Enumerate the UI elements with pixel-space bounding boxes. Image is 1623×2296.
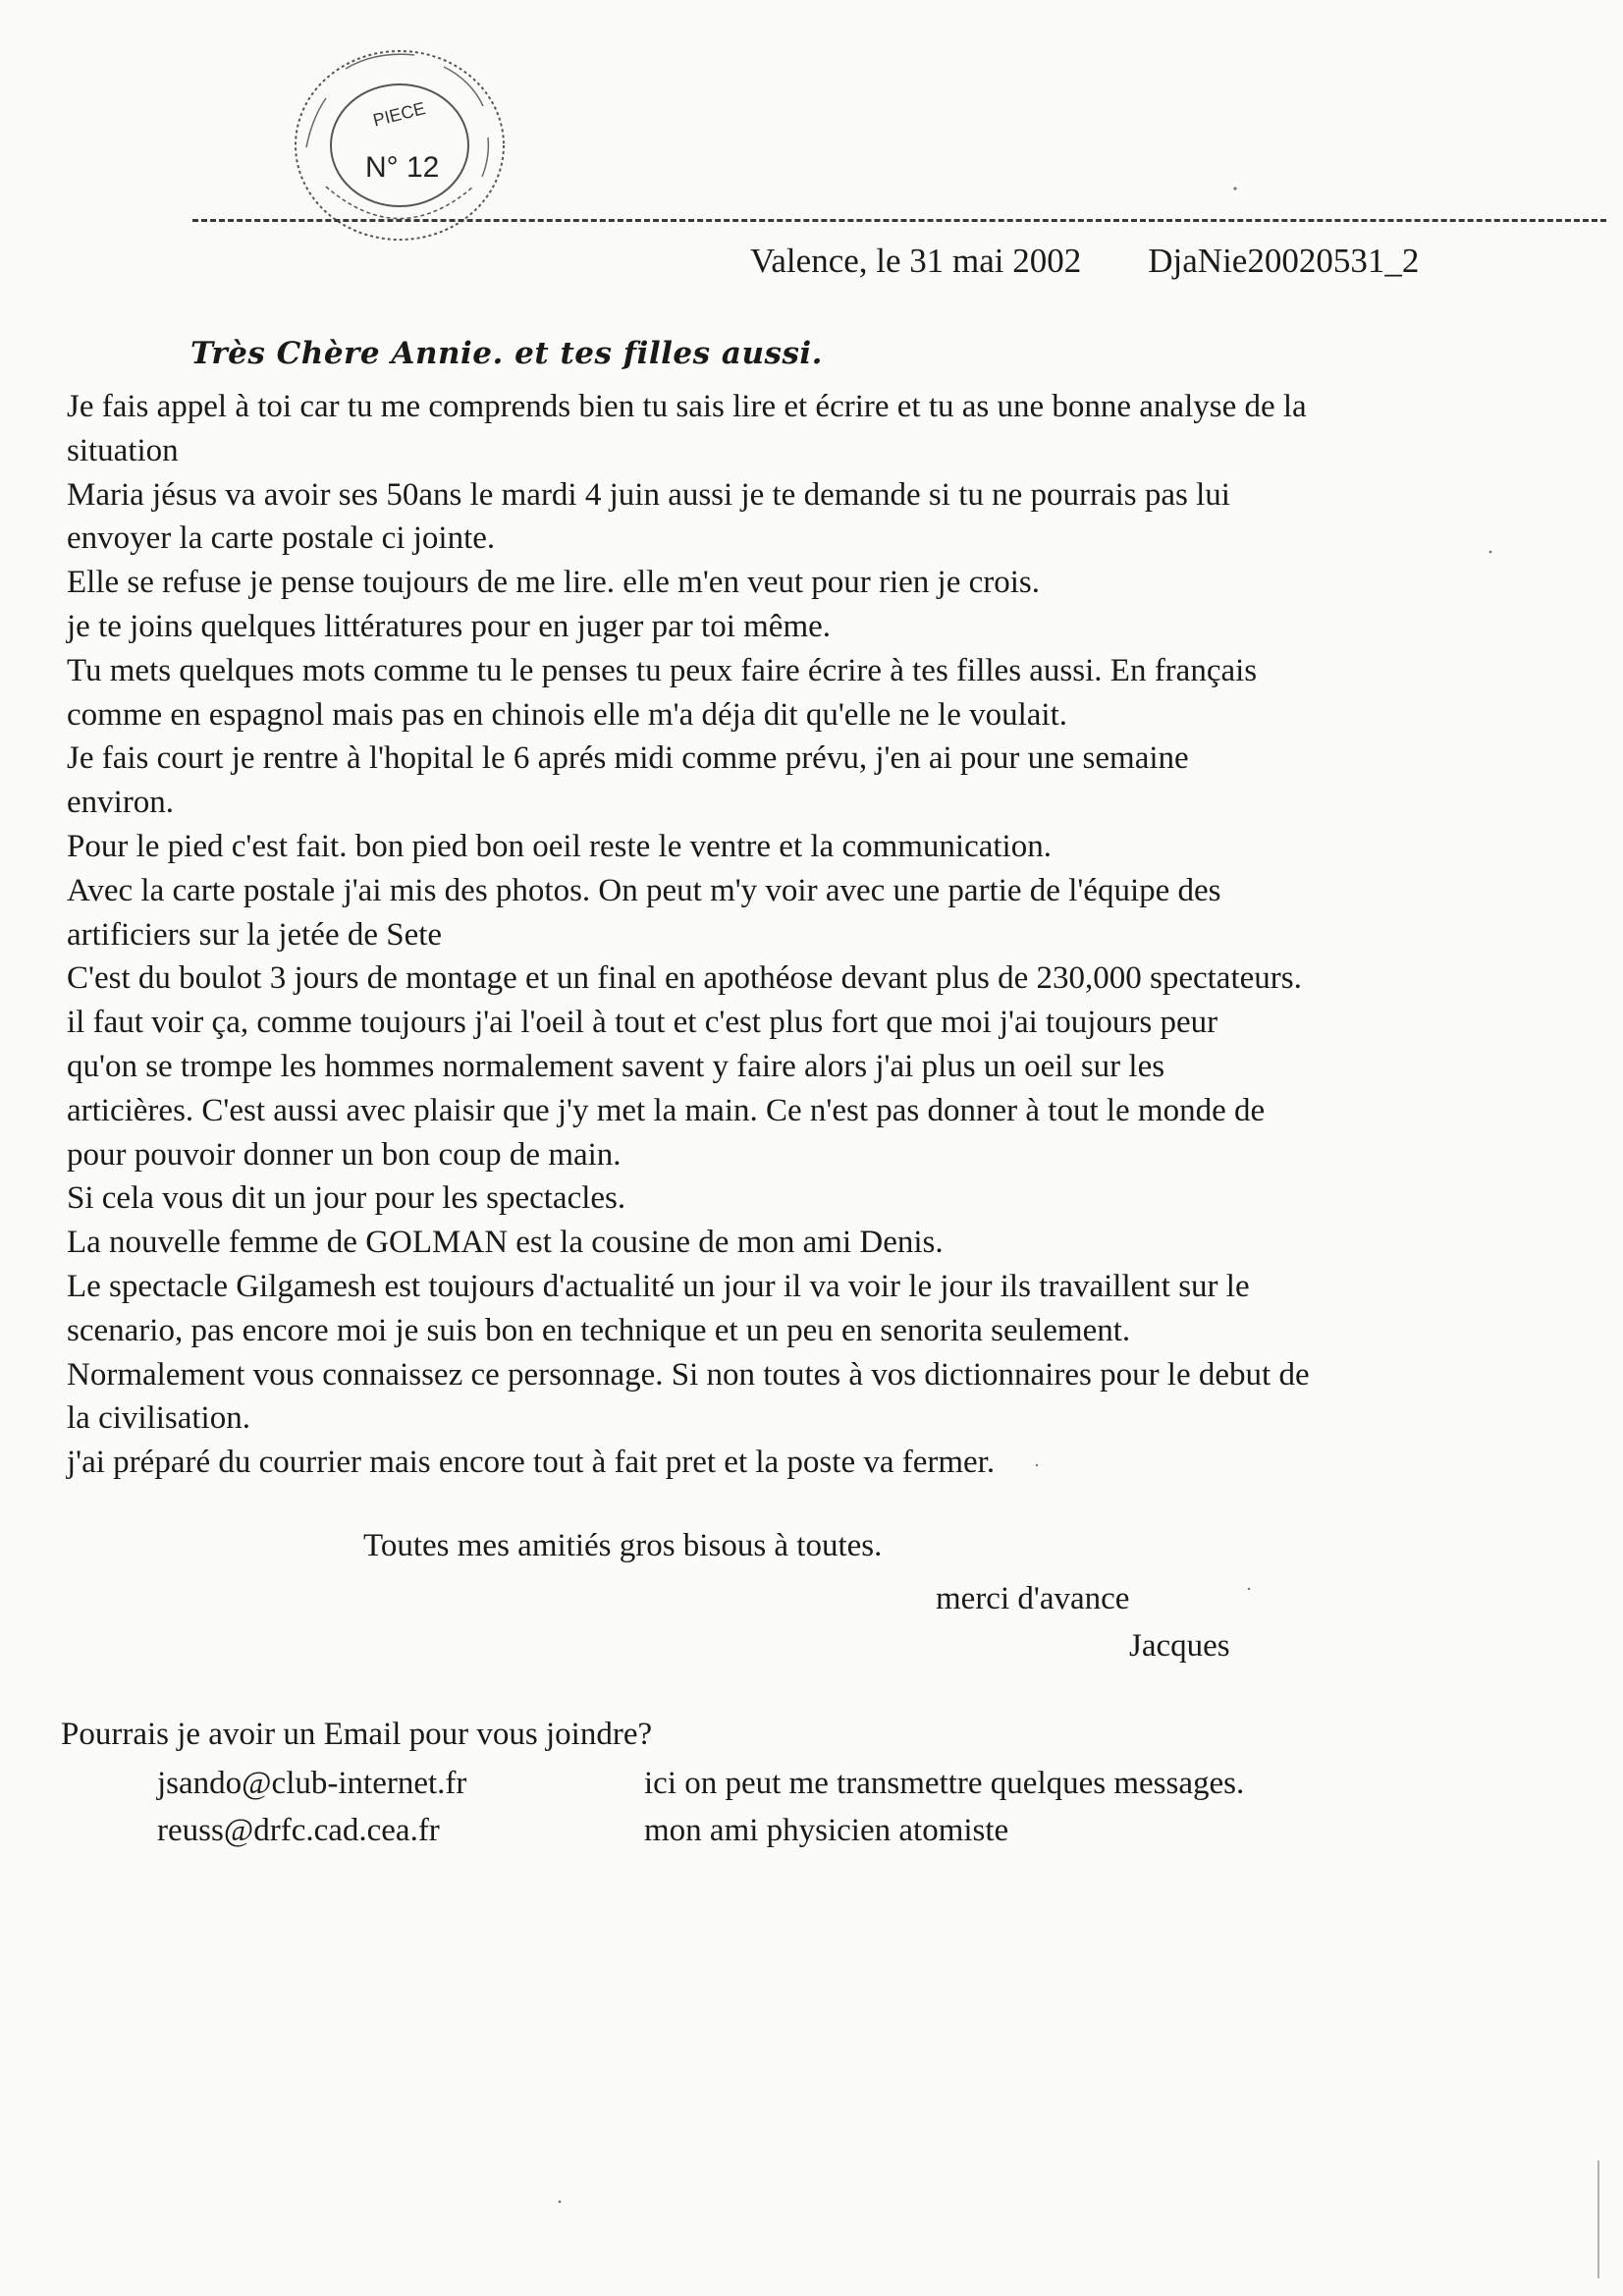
body-line: comme en espagnol mais pas en chinois elle m'a déja dit qu'elle ne le voulait. (67, 696, 1068, 733)
stamp-number: N° 12 (365, 151, 440, 184)
contact-note: mon ami physicien atomiste (644, 1813, 1009, 1848)
contact-email: jsando@club-internet.fr (157, 1766, 467, 1801)
salutation: Très Chère Annie. et tes filles aussi. (190, 336, 823, 371)
signature: Jacques (1129, 1628, 1230, 1664)
body-line: Maria jésus va avoir ses 50ans le mardi 4 juin aussi je te demande si tu ne pourrais pas lui (67, 476, 1230, 513)
body-line: Normalement vous connaissez ce personnage. Si non toutes à vos dictionnaires pour le debut de (67, 1356, 1310, 1393)
place-date: Valence, le 31 mai 2002 (750, 242, 1082, 280)
body-line: Pour le pied c'est fait. bon pied bon oeil reste le ventre et la communication. (67, 828, 1052, 864)
body-line: envoyer la carte postale ci jointe. (67, 520, 496, 557)
body-line: Si cela vous dit un jour pour les spectacles. (67, 1180, 626, 1217)
contact-note: ici on peut me transmettre quelques messages. (644, 1766, 1245, 1801)
body-line: Elle se refuse je pense toujours de me lire. elle m'en veut pour rien je crois. (67, 565, 1041, 601)
body-line: La nouvelle femme de GOLMAN est la cousine de mon ami Denis. (67, 1225, 944, 1261)
body-line: scenario, pas encore moi je suis bon en technique et un peu en senorita seulement. (67, 1312, 1131, 1348)
body-line: Avec la carte postale j'ai mis des photos. On peut m'y voir avec une partie de l'équipe des (67, 872, 1221, 908)
reference-code: DjaNie20020531_2 (1148, 242, 1420, 280)
body-line: qu'on se trompe les hommes normalement savent y faire alors j'ai plus un oeil sur les (67, 1048, 1165, 1084)
body-line: je te joins quelques littératures pour en juger par toi même. (67, 608, 832, 644)
body-line: C'est du boulot 3 jours de montage et un final en apothéose devant plus de 230,000 spectateurs. (67, 960, 1302, 997)
body-line: la civilisation. (67, 1400, 250, 1437)
postscript-question: Pourrais je avoir un Email pour vous joindre? (61, 1717, 653, 1752)
stamp-label: PIECE (370, 98, 428, 131)
body-line: Je fais appel à toi car tu me comprends bien tu sais lire et écrire et tu as une bonne analyse de la (67, 389, 1307, 424)
body-line: il faut voir ça, comme toujours j'ai l'oeil à tout et c'est plus fort que moi j'ai toujours peur (67, 1005, 1218, 1041)
body-line: situation (67, 432, 179, 468)
contact-email: reuss@drfc.cad.cea.fr (157, 1813, 440, 1848)
body-line: artificiers sur la jetée de Sete (67, 916, 443, 953)
body-line: Tu mets quelques mots comme tu le penses tu peux faire écrire à tes filles aussi. En français (67, 652, 1258, 688)
body-line: environ. (67, 785, 175, 821)
body-line: Le spectacle Gilgamesh est toujours d'actualité un jour il va voir le jour ils travaillent sur le (67, 1268, 1250, 1304)
body-line: pour pouvoir donner un bon coup de main. (67, 1136, 622, 1173)
body-line: Je fais court je rentre à l'hopital le 6 aprés midi comme prévu, j'en ai pour une semaine (67, 740, 1189, 777)
closing-greeting: Toutes mes amitiés gros bisous à toutes. (363, 1528, 883, 1563)
closing-thanks: merci d'avance (936, 1581, 1130, 1616)
body-line: j'ai préparé du courrier mais encore tout à fait pret et la poste va fermer. (67, 1445, 996, 1481)
body-line: articières. C'est aussi avec plaisir que j'y met la main. Ce n'est pas donner à tout le monde de (67, 1092, 1266, 1128)
